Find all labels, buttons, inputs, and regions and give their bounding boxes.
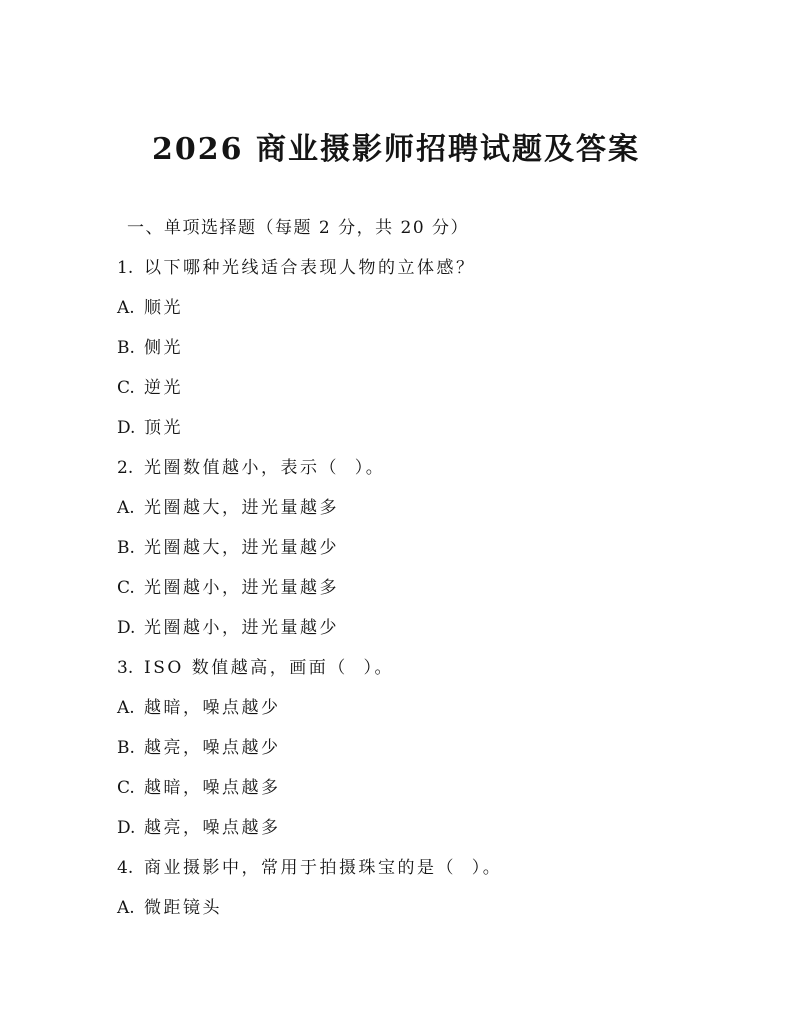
question-number: 2.	[117, 458, 134, 478]
question-text: 光圈数值越小，表示（ ）。	[144, 458, 386, 478]
doc-body	[0, 208, 792, 928]
option-text: 光圈越大，进光量越少	[144, 538, 339, 558]
option-text: 越暗，噪点越多	[144, 778, 281, 798]
question-line	[0, 848, 792, 888]
option-line	[0, 768, 792, 808]
option-label: A.	[117, 298, 135, 318]
option-text: 顺光	[144, 298, 183, 318]
question-text: 以下哪种光线适合表现人物的立体感？	[144, 258, 476, 278]
option-label: B.	[117, 538, 135, 558]
option-text: 光圈越大，进光量越多	[144, 498, 339, 518]
option-label: C.	[117, 578, 135, 598]
option-label: D.	[117, 418, 136, 438]
option-line	[0, 608, 792, 648]
question-text: 商业摄影中，常用于拍摄珠宝的是（ ）。	[144, 858, 503, 878]
option-text: 逆光	[144, 378, 183, 398]
question-line	[0, 648, 792, 688]
option-line	[0, 328, 792, 368]
question-line	[0, 448, 792, 488]
option-line	[0, 408, 792, 448]
option-text: 越亮，噪点越少	[144, 738, 281, 758]
option-line	[0, 288, 792, 328]
option-label: D.	[117, 618, 136, 638]
option-line	[0, 568, 792, 608]
option-text: 越暗，噪点越少	[144, 698, 281, 718]
doc-title: 2026 商业摄影师招聘试题及答案	[152, 132, 640, 167]
section-heading: 一、单项选择题（每题 2 分，共 20 分）	[127, 218, 470, 238]
option-text: 侧光	[144, 338, 183, 358]
option-line	[0, 528, 792, 568]
option-line	[0, 728, 792, 768]
option-line	[0, 488, 792, 528]
question-line	[0, 248, 792, 288]
question-number: 4.	[117, 858, 134, 878]
option-line	[0, 888, 792, 928]
option-label: B.	[117, 338, 135, 358]
option-label: A.	[117, 898, 135, 918]
option-text: 微距镜头	[144, 898, 222, 918]
option-text: 光圈越小，进光量越多	[144, 578, 339, 598]
option-label: C.	[117, 778, 135, 798]
option-label: A.	[117, 498, 135, 518]
option-label: B.	[117, 738, 135, 758]
option-line	[0, 368, 792, 408]
question-number: 1.	[117, 258, 134, 278]
question-text: ISO 数值越高，画面（ ）。	[144, 658, 395, 678]
option-text: 光圈越小，进光量越少	[144, 618, 339, 638]
option-line	[0, 808, 792, 848]
option-label: C.	[117, 378, 135, 398]
option-text: 顶光	[144, 418, 183, 438]
option-label: D.	[117, 818, 136, 838]
option-line	[0, 688, 792, 728]
option-text: 越亮，噪点越多	[144, 818, 281, 838]
question-number: 3.	[117, 658, 134, 678]
option-label: A.	[117, 698, 135, 718]
